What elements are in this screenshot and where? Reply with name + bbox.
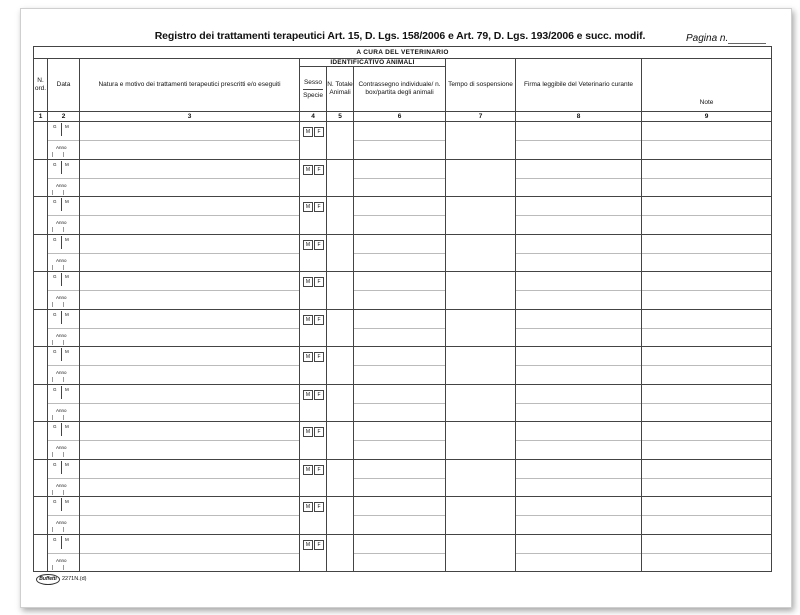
month-label: M — [65, 199, 69, 204]
year-label: Anno — [56, 220, 67, 225]
date-cell[interactable] — [48, 534, 80, 572]
natura-separator — [80, 215, 299, 216]
n-ord-cell[interactable] — [34, 459, 48, 497]
date-divider — [61, 348, 62, 361]
male-checkbox[interactable]: M — [303, 127, 313, 137]
firma-separator — [516, 290, 641, 291]
natura-cell[interactable] — [80, 197, 300, 235]
contrassegno-cell[interactable] — [354, 309, 446, 347]
natura-cell[interactable] — [80, 459, 300, 497]
contrassegno-cell[interactable] — [354, 159, 446, 197]
col-specie: Specie — [303, 91, 323, 99]
year-ticks — [52, 340, 75, 345]
col-note: Note — [642, 59, 772, 112]
natura-separator — [80, 365, 299, 366]
col-totale: N. Totale Animali — [327, 67, 354, 112]
year-label: Anno — [56, 257, 67, 263]
col-data: Data — [48, 59, 80, 112]
tempo-cell[interactable] — [446, 459, 516, 497]
natura-cell[interactable] — [80, 159, 300, 197]
day-label: G — [53, 199, 57, 204]
firma-cell[interactable] — [516, 272, 642, 310]
date-separator — [48, 515, 79, 516]
month-label: M — [65, 536, 69, 542]
date-separator — [48, 365, 79, 366]
date-divider — [61, 236, 62, 249]
entry-row — [34, 197, 772, 235]
firma-cell[interactable] — [516, 422, 642, 460]
tempo-cell[interactable] — [446, 347, 516, 385]
day-label: G — [53, 124, 57, 129]
female-checkbox[interactable]: F — [314, 427, 324, 437]
firma-cell[interactable] — [516, 534, 642, 572]
date-separator — [48, 328, 79, 329]
date-cell[interactable] — [48, 234, 80, 272]
note-cell[interactable] — [642, 122, 772, 160]
tempo-cell[interactable] — [446, 122, 516, 160]
date-divider — [61, 536, 62, 549]
sesso-specie-cell[interactable] — [300, 422, 327, 460]
sesso-specie-cell[interactable] — [300, 459, 327, 497]
natura-separator — [80, 515, 299, 516]
firma-separator — [516, 403, 641, 404]
year-ticks — [52, 490, 75, 495]
contrassegno-cell[interactable] — [354, 122, 446, 160]
date-separator — [48, 290, 79, 291]
natura-separator — [80, 178, 299, 179]
note-separator — [642, 553, 771, 554]
month-label: M — [65, 386, 69, 392]
date-cell[interactable] — [48, 347, 80, 385]
natura-separator — [80, 553, 299, 554]
brand-logo: Buffetti — [36, 574, 60, 585]
month-label: M — [65, 349, 69, 354]
contrassegno-cell[interactable] — [354, 497, 446, 535]
note-cell[interactable] — [642, 422, 772, 460]
day-label: G — [53, 161, 57, 167]
natura-cell[interactable] — [80, 309, 300, 347]
contrassegno-cell[interactable] — [354, 272, 446, 310]
firma-cell[interactable] — [516, 122, 642, 160]
sesso-specie-cell[interactable] — [300, 122, 327, 160]
day-label: G — [53, 536, 57, 542]
date-divider — [61, 198, 62, 211]
firma-separator — [516, 553, 641, 554]
tempo-cell[interactable] — [446, 159, 516, 197]
form-code: 2271N.(d) — [62, 576, 87, 582]
n-ord-cell[interactable] — [34, 234, 48, 272]
year-label: Anno — [56, 407, 67, 413]
date-separator — [48, 440, 79, 441]
day-label: G — [53, 236, 57, 242]
contrassegno-separator — [354, 215, 445, 216]
col-number: 8 — [516, 112, 642, 122]
year-label: Anno — [56, 557, 67, 563]
firma-separator — [516, 178, 641, 179]
firma-separator — [516, 515, 641, 516]
entry-row — [34, 534, 772, 572]
month-label: M — [65, 461, 69, 467]
tempo-cell[interactable] — [446, 272, 516, 310]
document-title: Registro dei trattamenti terapeutici Art. 15, D. Lgs. 158/2006 e Art. 79, D. Lgs. 193/2006 e succ. modif. — [154, 30, 646, 42]
note-separator — [642, 215, 771, 216]
firma-cell[interactable] — [516, 384, 642, 422]
year-label: Anno — [56, 370, 67, 375]
note-cell[interactable] — [642, 159, 772, 197]
col-number: 6 — [354, 112, 446, 122]
firma-cell[interactable] — [516, 459, 642, 497]
female-checkbox[interactable]: F — [314, 465, 324, 475]
date-cell[interactable] — [48, 159, 80, 197]
year-ticks — [52, 265, 75, 270]
sesso-specie-cell[interactable] — [300, 159, 327, 197]
contrassegno-cell[interactable] — [354, 197, 446, 235]
natura-cell[interactable] — [80, 272, 300, 310]
col-number: 5 — [327, 112, 354, 122]
col-sesso: Sesso — [303, 78, 323, 86]
entry-row — [34, 384, 772, 422]
natura-cell[interactable] — [80, 497, 300, 535]
month-label: M — [65, 311, 69, 317]
n-ord-cell[interactable] — [34, 422, 48, 460]
col-natura: Natura e motivo dei trattamenti terapeutici prescritti e/o eseguiti — [80, 59, 300, 112]
female-checkbox[interactable]: F — [314, 352, 324, 362]
n-ord-cell[interactable] — [34, 272, 48, 310]
note-cell[interactable] — [642, 197, 772, 235]
contrassegno-separator — [354, 365, 445, 366]
natura-separator — [80, 253, 299, 254]
contrassegno-separator — [354, 478, 445, 479]
male-checkbox[interactable]: M — [303, 240, 313, 250]
date-divider — [61, 461, 62, 474]
n-ord-cell[interactable] — [34, 384, 48, 422]
firma-separator — [516, 328, 641, 329]
n-ord-cell[interactable] — [34, 534, 48, 572]
sesso-specie-cell[interactable] — [300, 309, 327, 347]
tempo-cell[interactable] — [446, 534, 516, 572]
firma-separator — [516, 140, 641, 141]
day-label: G — [53, 499, 57, 504]
natura-cell[interactable] — [80, 534, 300, 572]
col-number: 9 — [642, 112, 772, 122]
tempo-cell[interactable] — [446, 384, 516, 422]
n-ord-cell[interactable] — [34, 309, 48, 347]
female-checkbox[interactable]: F — [314, 165, 324, 175]
sesso-divider — [303, 89, 323, 90]
note-cell[interactable] — [642, 272, 772, 310]
female-checkbox[interactable]: F — [314, 390, 324, 400]
contrassegno-separator — [354, 440, 445, 441]
col-firma: Firma leggibile del Veterinario curante — [516, 59, 642, 112]
totale-cell[interactable] — [327, 309, 354, 347]
note-separator — [642, 365, 771, 366]
page-number-label: Pagina n. — [686, 33, 729, 44]
male-checkbox[interactable]: M — [303, 390, 313, 400]
date-divider — [61, 311, 62, 324]
sesso-specie-cell[interactable] — [300, 497, 327, 535]
month-label: M — [65, 161, 69, 167]
contrassegno-cell[interactable] — [354, 234, 446, 272]
natura-separator — [80, 440, 299, 441]
contrassegno-cell[interactable] — [354, 459, 446, 497]
male-checkbox[interactable]: M — [303, 540, 313, 550]
date-separator — [48, 553, 79, 554]
year-ticks — [52, 377, 75, 382]
note-cell[interactable] — [642, 384, 772, 422]
col-tempo: Tempo di sospensione — [446, 59, 516, 112]
natura-separator — [80, 403, 299, 404]
note-separator — [642, 253, 771, 254]
year-label: Anno — [56, 520, 67, 525]
note-separator — [642, 178, 771, 179]
firma-separator — [516, 215, 641, 216]
note-cell[interactable] — [642, 497, 772, 535]
contrassegno-separator — [354, 515, 445, 516]
sesso-specie-cell[interactable] — [300, 197, 327, 235]
date-divider — [61, 423, 62, 436]
day-label: G — [53, 274, 57, 279]
date-separator — [48, 178, 79, 179]
note-separator — [642, 140, 771, 141]
entry-row — [34, 459, 772, 497]
firma-cell[interactable] — [516, 159, 642, 197]
totale-cell[interactable] — [327, 534, 354, 572]
natura-cell[interactable] — [80, 422, 300, 460]
year-ticks — [52, 415, 75, 420]
year-ticks — [52, 152, 75, 157]
year-ticks — [52, 227, 75, 232]
date-divider — [61, 161, 62, 174]
month-label: M — [65, 236, 69, 242]
firma-cell[interactable] — [516, 234, 642, 272]
note-separator — [642, 290, 771, 291]
n-ord-cell[interactable] — [34, 122, 48, 160]
entry-row — [34, 159, 772, 197]
firma-separator — [516, 478, 641, 479]
month-label: M — [65, 274, 69, 279]
day-label: G — [53, 311, 57, 317]
year-ticks — [52, 565, 75, 570]
year-ticks — [52, 452, 75, 457]
note-cell[interactable] — [642, 459, 772, 497]
male-checkbox[interactable]: M — [303, 352, 313, 362]
entry-row — [34, 234, 772, 272]
page-number-field[interactable] — [728, 43, 766, 44]
totale-cell[interactable] — [327, 122, 354, 160]
col-number: 2 — [48, 112, 80, 122]
firma-separator — [516, 253, 641, 254]
month-label: M — [65, 124, 69, 129]
tempo-cell[interactable] — [446, 309, 516, 347]
female-checkbox[interactable]: F — [314, 202, 324, 212]
totale-cell[interactable] — [327, 459, 354, 497]
date-cell[interactable] — [48, 422, 80, 460]
date-separator — [48, 403, 79, 404]
firma-cell[interactable] — [516, 347, 642, 385]
totale-cell[interactable] — [327, 347, 354, 385]
n-ord-cell[interactable] — [34, 497, 48, 535]
note-cell[interactable] — [642, 234, 772, 272]
note-separator — [642, 328, 771, 329]
contrassegno-separator — [354, 290, 445, 291]
year-ticks — [52, 190, 75, 195]
date-divider — [61, 123, 62, 136]
natura-cell[interactable] — [80, 347, 300, 385]
n-ord-cell[interactable] — [34, 347, 48, 385]
male-checkbox[interactable]: M — [303, 315, 313, 325]
date-cell[interactable] — [48, 309, 80, 347]
day-label: G — [53, 386, 57, 392]
contrassegno-cell[interactable] — [354, 347, 446, 385]
col-number: 1 — [34, 112, 48, 122]
entry-row — [34, 347, 772, 385]
sesso-specie-cell[interactable] — [300, 384, 327, 422]
natura-cell[interactable] — [80, 234, 300, 272]
section-title: A CURA DEL VETERINARIO — [34, 47, 772, 59]
male-checkbox[interactable]: M — [303, 465, 313, 475]
n-ord-cell[interactable] — [34, 159, 48, 197]
date-cell[interactable] — [48, 197, 80, 235]
contrassegno-cell[interactable] — [354, 534, 446, 572]
male-checkbox[interactable]: M — [303, 427, 313, 437]
sesso-specie-cell[interactable] — [300, 534, 327, 572]
totale-cell[interactable] — [327, 272, 354, 310]
date-divider — [61, 498, 62, 511]
year-ticks — [52, 527, 75, 532]
date-separator — [48, 253, 79, 254]
id-animali-header: IDENTIFICATIVO ANIMALI — [300, 59, 446, 67]
natura-cell[interactable] — [80, 384, 300, 422]
note-cell[interactable] — [642, 309, 772, 347]
year-label: Anno — [56, 145, 67, 150]
tempo-cell[interactable] — [446, 497, 516, 535]
note-separator — [642, 478, 771, 479]
totale-cell[interactable] — [327, 234, 354, 272]
day-label: G — [53, 349, 57, 354]
female-checkbox[interactable]: F — [314, 315, 324, 325]
natura-separator — [80, 328, 299, 329]
entry-row — [34, 309, 772, 347]
sesso-specie-cell[interactable] — [300, 347, 327, 385]
date-cell[interactable] — [48, 384, 80, 422]
date-divider — [61, 273, 62, 286]
year-label: Anno — [56, 482, 67, 488]
natura-separator — [80, 140, 299, 141]
natura-cell[interactable] — [80, 122, 300, 160]
female-checkbox[interactable]: F — [314, 540, 324, 550]
date-cell[interactable] — [48, 272, 80, 310]
female-checkbox[interactable]: F — [314, 240, 324, 250]
month-label: M — [65, 499, 69, 504]
female-checkbox[interactable]: F — [314, 502, 324, 512]
note-cell[interactable] — [642, 534, 772, 572]
firma-cell[interactable] — [516, 309, 642, 347]
date-cell[interactable] — [48, 122, 80, 160]
note-separator — [642, 515, 771, 516]
contrassegno-separator — [354, 178, 445, 179]
contrassegno-separator — [354, 253, 445, 254]
sesso-specie-cell[interactable] — [300, 272, 327, 310]
year-label: Anno — [56, 182, 67, 188]
date-separator — [48, 215, 79, 216]
natura-separator — [80, 290, 299, 291]
male-checkbox[interactable]: M — [303, 202, 313, 212]
entry-row — [34, 272, 772, 310]
contrassegno-separator — [354, 553, 445, 554]
note-cell[interactable] — [642, 347, 772, 385]
col-sesso-specie — [300, 67, 327, 112]
firma-cell[interactable] — [516, 197, 642, 235]
year-label: Anno — [56, 445, 67, 450]
entry-row — [34, 122, 772, 160]
contrassegno-cell[interactable] — [354, 384, 446, 422]
firma-separator — [516, 440, 641, 441]
totale-cell[interactable] — [327, 384, 354, 422]
note-separator — [642, 403, 771, 404]
day-label: G — [53, 461, 57, 467]
tempo-cell[interactable] — [446, 234, 516, 272]
totale-cell[interactable] — [327, 422, 354, 460]
year-label: Anno — [56, 332, 67, 338]
contrassegno-separator — [354, 140, 445, 141]
col-number: 3 — [80, 112, 300, 122]
n-ord-cell[interactable] — [34, 197, 48, 235]
male-checkbox[interactable]: M — [303, 277, 313, 287]
contrassegno-separator — [354, 328, 445, 329]
natura-separator — [80, 478, 299, 479]
totale-cell[interactable] — [327, 159, 354, 197]
contrassegno-separator — [354, 403, 445, 404]
month-label: M — [65, 424, 69, 429]
tempo-cell[interactable] — [446, 197, 516, 235]
date-separator — [48, 478, 79, 479]
date-cell[interactable] — [48, 497, 80, 535]
female-checkbox[interactable]: F — [314, 277, 324, 287]
year-ticks — [52, 302, 75, 307]
date-separator — [48, 140, 79, 141]
col-contrassegno: Contrassegno individuale/ n. box/partita degli animali — [354, 67, 446, 112]
contrassegno-cell[interactable] — [354, 422, 446, 460]
firma-separator — [516, 365, 641, 366]
female-checkbox[interactable]: F — [314, 127, 324, 137]
treatment-register-table — [33, 46, 772, 572]
date-divider — [61, 386, 62, 399]
entry-row — [34, 497, 772, 535]
col-n-ord: N. ord. — [34, 59, 48, 112]
totale-cell[interactable] — [327, 497, 354, 535]
note-separator — [642, 440, 771, 441]
male-checkbox[interactable]: M — [303, 502, 313, 512]
col-number: 7 — [446, 112, 516, 122]
year-label: Anno — [56, 295, 67, 300]
male-checkbox[interactable]: M — [303, 165, 313, 175]
date-cell[interactable] — [48, 459, 80, 497]
day-label: G — [53, 424, 57, 429]
tempo-cell[interactable] — [446, 422, 516, 460]
sesso-specie-cell[interactable] — [300, 234, 327, 272]
totale-cell[interactable] — [327, 197, 354, 235]
col-number: 4 — [300, 112, 327, 122]
firma-cell[interactable] — [516, 497, 642, 535]
entry-row — [34, 422, 772, 460]
